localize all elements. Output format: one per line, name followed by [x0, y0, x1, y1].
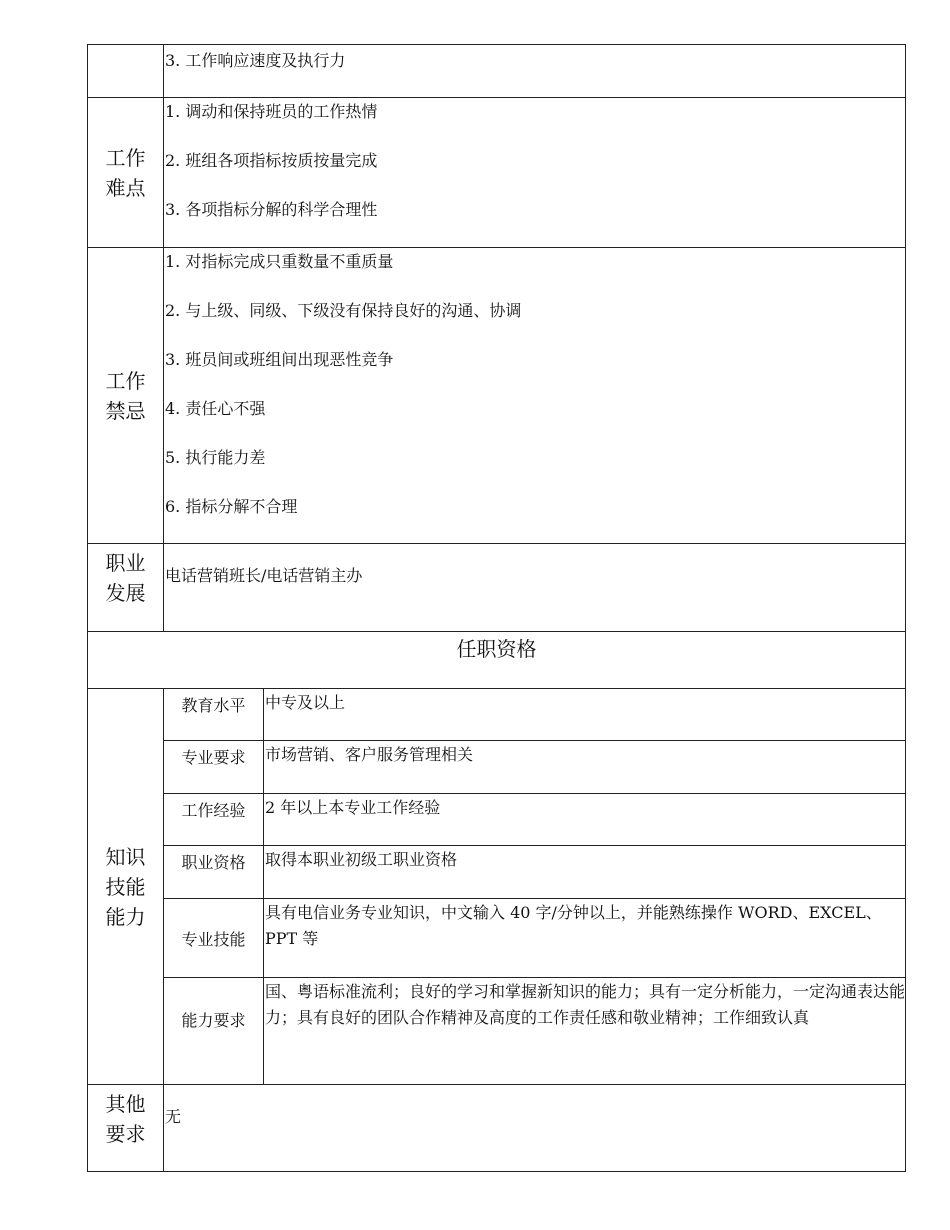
experience-row — [164, 794, 905, 846]
qualifications-title: 任职资格 — [456, 637, 537, 661]
experience-label: 工作经验 — [164, 794, 264, 845]
career-row — [87, 543, 906, 631]
taboos-label: 工作 禁忌 — [88, 248, 164, 543]
ability-value: 国、粤语标准流利；良好的学习和掌握新知识的能力；具有一定分析能力，一定沟通表达能力；具有良好的团队合作精神及高度的工作责任感和敬业精神；工作细致认真 — [265, 982, 906, 1027]
job-description-table — [87, 44, 906, 1172]
responsibilities-content — [164, 45, 905, 97]
skills-label: 专业技能 — [164, 899, 264, 977]
career-value: 电话营销班长/电话营销主办 — [165, 566, 363, 585]
list-item: 2. 班组各项指标按质按量完成 — [165, 151, 378, 170]
ability-label: 能力要求 — [164, 978, 264, 1084]
list-item: 3. 工作响应速度及执行力 — [165, 51, 346, 70]
other-value: 无 — [165, 1107, 182, 1126]
other-row — [87, 1084, 906, 1172]
taboos-row — [87, 247, 906, 543]
major-value: 市场营销、客户服务管理相关 — [265, 745, 474, 764]
other-label: 其他 要求 — [88, 1085, 164, 1171]
knowledge-row — [87, 688, 906, 1084]
list-item: 3. 各项指标分解的科学合理性 — [165, 200, 378, 219]
major-row — [164, 741, 905, 794]
responsibilities-row — [87, 44, 906, 97]
responsibilities-label-cell — [88, 45, 164, 97]
difficulties-row — [87, 97, 906, 247]
other-content — [164, 1085, 905, 1171]
certification-row — [164, 846, 905, 899]
list-item: 1. 对指标完成只重数量不重质量 — [165, 252, 394, 271]
knowledge-label: 知识 技能 能力 — [88, 689, 164, 1084]
list-item: 6. 指标分解不合理 — [165, 497, 298, 516]
difficulties-label: 工作 难点 — [88, 98, 164, 247]
certification-value: 取得本职业初级工职业资格 — [265, 850, 458, 869]
list-item: 4. 责任心不强 — [165, 399, 266, 418]
taboos-content — [164, 248, 905, 543]
skills-value: 具有电信业务专业知识，中文输入 40 字/分钟以上，并能熟练操作 WORD、EXCEL、PPT 等 — [265, 903, 882, 948]
certification-label: 职业资格 — [164, 846, 264, 898]
career-content — [164, 544, 905, 631]
list-item: 1. 调动和保持班员的工作热情 — [165, 102, 378, 121]
qualifications-header-row — [87, 631, 906, 688]
skills-row — [164, 899, 905, 978]
list-item: 5. 执行能力差 — [165, 448, 266, 467]
major-label: 专业要求 — [164, 741, 264, 793]
education-row — [164, 689, 905, 741]
list-item: 2. 与上级、同级、下级没有保持良好的沟通、协调 — [165, 301, 522, 320]
education-label: 教育水平 — [164, 689, 264, 740]
education-value: 中专及以上 — [265, 693, 346, 712]
list-item: 3. 班员间或班组间出现恶性竞争 — [165, 350, 394, 369]
ability-row — [164, 978, 905, 1084]
difficulties-content — [164, 98, 905, 247]
career-label: 职业 发展 — [88, 544, 164, 631]
knowledge-subtable — [164, 689, 905, 1084]
experience-value: 2 年以上本专业工作经验 — [265, 798, 441, 817]
